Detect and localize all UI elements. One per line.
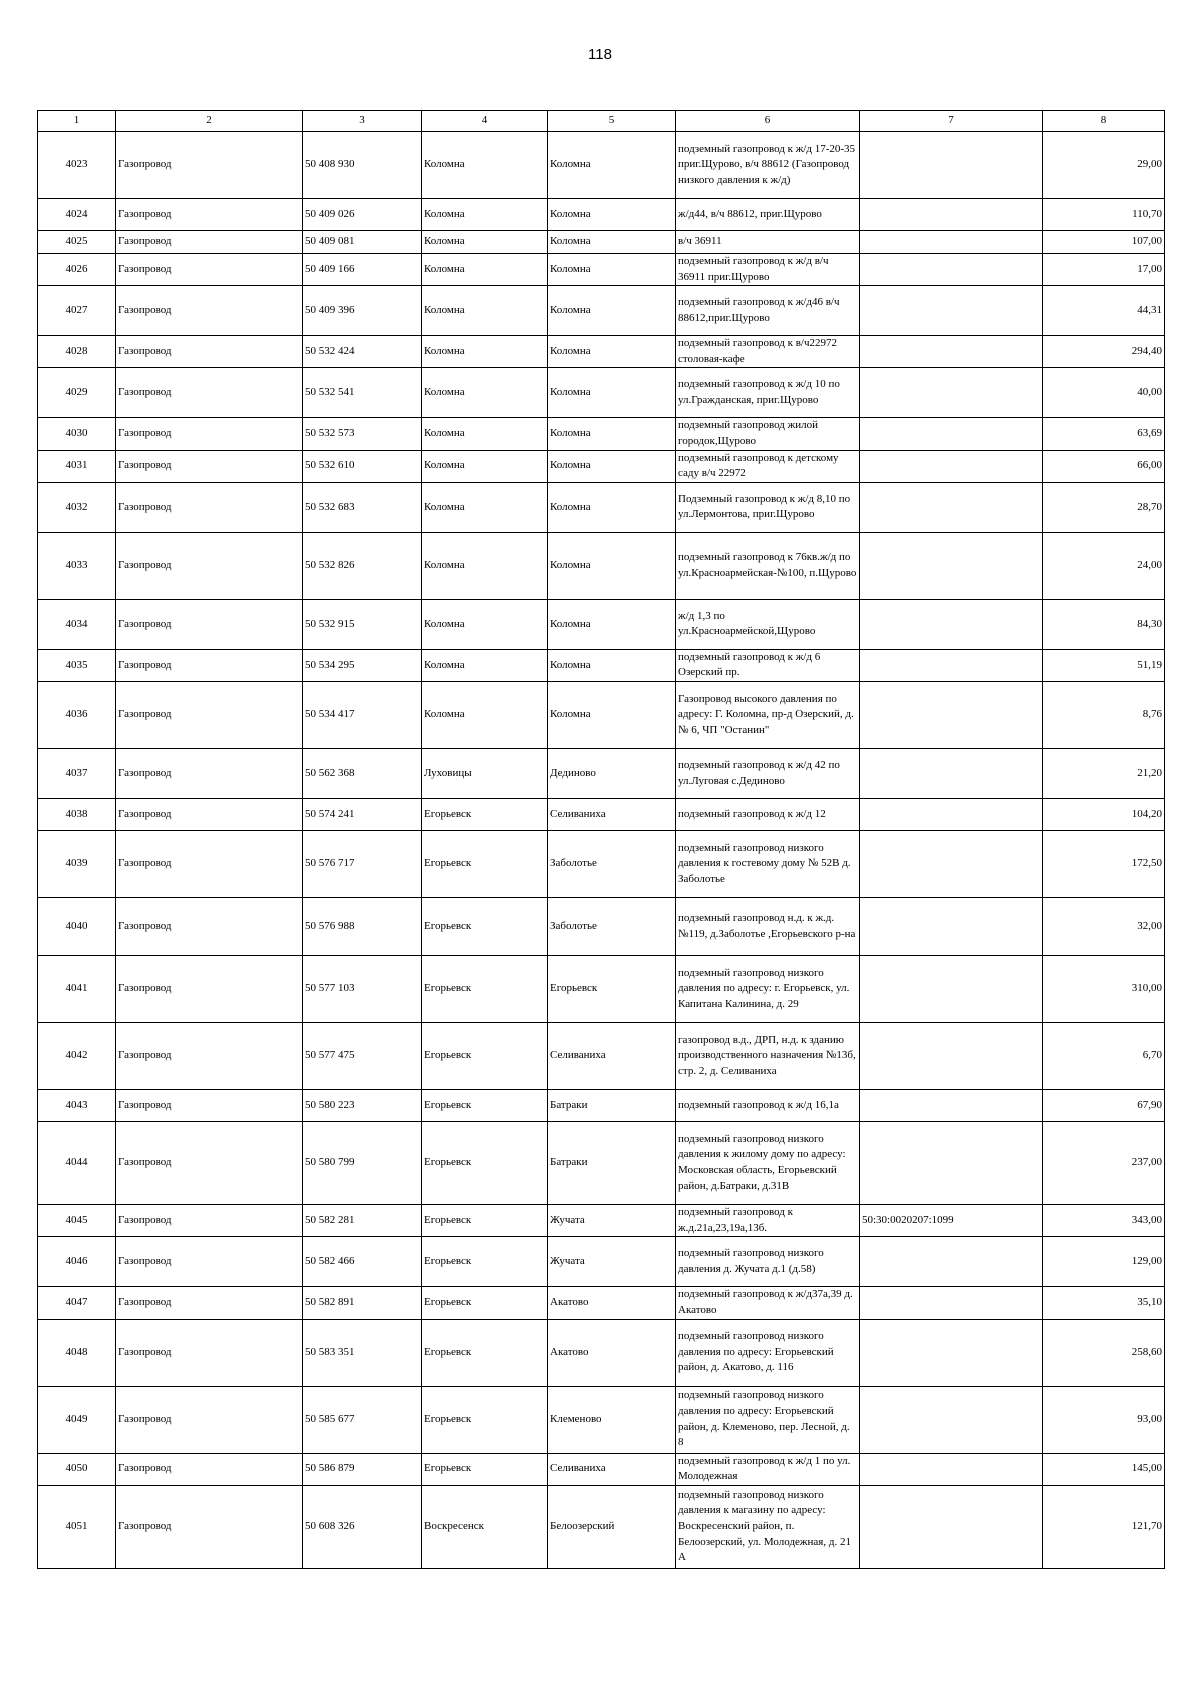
cadastral-number-cell bbox=[860, 1090, 1043, 1122]
locality-cell: Коломна bbox=[548, 418, 676, 450]
cadastral-number-cell bbox=[860, 1319, 1043, 1386]
district-cell: Коломна bbox=[422, 199, 548, 231]
row-number-cell: 4050 bbox=[38, 1453, 116, 1485]
page-number: 118 bbox=[588, 46, 612, 63]
district-cell: Егорьевск bbox=[422, 1205, 548, 1237]
table-row bbox=[38, 336, 1165, 368]
cadastral-number-cell bbox=[860, 532, 1043, 599]
district-cell: Егорьевск bbox=[422, 1090, 548, 1122]
table-row bbox=[38, 199, 1165, 231]
table-row bbox=[38, 649, 1165, 681]
length-value-cell: 104,20 bbox=[1043, 799, 1165, 831]
object-code-cell: 50 608 326 bbox=[303, 1485, 422, 1568]
object-code-cell: 50 582 891 bbox=[303, 1287, 422, 1319]
length-value-cell: 24,00 bbox=[1043, 532, 1165, 599]
locality-cell: Коломна bbox=[548, 231, 676, 254]
cadastral-number-cell bbox=[860, 1485, 1043, 1568]
cadastral-number-cell bbox=[860, 450, 1043, 482]
locality-cell: Акатово bbox=[548, 1287, 676, 1319]
object-type-cell: Газопровод bbox=[116, 1287, 303, 1319]
table-row bbox=[38, 450, 1165, 482]
length-value-cell: 294,40 bbox=[1043, 336, 1165, 368]
object-type-cell: Газопровод bbox=[116, 682, 303, 749]
district-cell: Егорьевск bbox=[422, 799, 548, 831]
column-header: 1 bbox=[38, 111, 116, 132]
length-value-cell: 17,00 bbox=[1043, 254, 1165, 286]
district-cell: Егорьевск bbox=[422, 898, 548, 956]
length-value-cell: 121,70 bbox=[1043, 1485, 1165, 1568]
column-header: 8 bbox=[1043, 111, 1165, 132]
table-row bbox=[38, 1090, 1165, 1122]
object-type-cell: Газопровод bbox=[116, 831, 303, 898]
row-number-cell: 4034 bbox=[38, 599, 116, 649]
length-value-cell: 32,00 bbox=[1043, 898, 1165, 956]
length-value-cell: 40,00 bbox=[1043, 368, 1165, 418]
row-number-cell: 4040 bbox=[38, 898, 116, 956]
column-header: 6 bbox=[676, 111, 860, 132]
object-type-cell: Газопровод bbox=[116, 254, 303, 286]
object-code-cell: 50 532 610 bbox=[303, 450, 422, 482]
district-cell: Егорьевск bbox=[422, 1237, 548, 1287]
description-cell: ж/д 1,3 по ул.Красноармейской,Щурово bbox=[676, 599, 860, 649]
description-cell: подземный газопровод к ж/д 16,1а bbox=[676, 1090, 860, 1122]
description-cell: подземный газопровод низкого давления по адресу: Егорьевский район, д. Акатово, д. 116 bbox=[676, 1319, 860, 1386]
cadastral-number-cell bbox=[860, 418, 1043, 450]
object-code-cell: 50 586 879 bbox=[303, 1453, 422, 1485]
district-cell: Коломна bbox=[422, 336, 548, 368]
object-type-cell: Газопровод bbox=[116, 1023, 303, 1090]
length-value-cell: 172,50 bbox=[1043, 831, 1165, 898]
locality-cell: Акатово bbox=[548, 1319, 676, 1386]
locality-cell: Коломна bbox=[548, 682, 676, 749]
row-number-cell: 4035 bbox=[38, 649, 116, 681]
description-cell: подземный газопровод к ж/д 17-20-35 приг.Щурово, в/ч 88612 (Газопровод низкого давления к ж/д) bbox=[676, 132, 860, 199]
locality-cell: Коломна bbox=[548, 599, 676, 649]
row-number-cell: 4031 bbox=[38, 450, 116, 482]
length-value-cell: 84,30 bbox=[1043, 599, 1165, 649]
locality-cell: Селиваниха bbox=[548, 799, 676, 831]
district-cell: Егорьевск bbox=[422, 1023, 548, 1090]
length-value-cell: 66,00 bbox=[1043, 450, 1165, 482]
cadastral-number-cell bbox=[860, 898, 1043, 956]
locality-cell: Дединово bbox=[548, 749, 676, 799]
cadastral-number-cell bbox=[860, 749, 1043, 799]
object-type-cell: Газопровод bbox=[116, 649, 303, 681]
row-number-cell: 4036 bbox=[38, 682, 116, 749]
length-value-cell: 21,20 bbox=[1043, 749, 1165, 799]
object-code-cell: 50 582 281 bbox=[303, 1205, 422, 1237]
locality-cell: Коломна bbox=[548, 482, 676, 532]
row-number-cell: 4049 bbox=[38, 1386, 116, 1453]
table-row bbox=[38, 1485, 1165, 1568]
description-cell: подземный газопровод к ж/д 10 по ул.Гражданская, приг.Щурово bbox=[676, 368, 860, 418]
table-row bbox=[38, 286, 1165, 336]
locality-cell: Селиваниха bbox=[548, 1453, 676, 1485]
row-number-cell: 4051 bbox=[38, 1485, 116, 1568]
row-number-cell: 4023 bbox=[38, 132, 116, 199]
table-row bbox=[38, 1287, 1165, 1319]
description-cell: подземный газопровод к ж/д 6 Озерский пр. bbox=[676, 649, 860, 681]
locality-cell: Коломна bbox=[548, 532, 676, 599]
object-code-cell: 50 585 677 bbox=[303, 1386, 422, 1453]
length-value-cell: 258,60 bbox=[1043, 1319, 1165, 1386]
table-row bbox=[38, 1122, 1165, 1205]
row-number-cell: 4041 bbox=[38, 956, 116, 1023]
object-code-cell: 50 534 417 bbox=[303, 682, 422, 749]
cadastral-number-cell bbox=[860, 599, 1043, 649]
table-row bbox=[38, 749, 1165, 799]
description-cell: подземный газопровод низкого давления по адресу: Егорьевский район, д. Клеменово, пер. Лесной, д. 8 bbox=[676, 1386, 860, 1453]
table-row bbox=[38, 132, 1165, 199]
object-type-cell: Газопровод bbox=[116, 336, 303, 368]
object-code-cell: 50 580 223 bbox=[303, 1090, 422, 1122]
object-type-cell: Газопровод bbox=[116, 368, 303, 418]
object-type-cell: Газопровод bbox=[116, 1205, 303, 1237]
object-type-cell: Газопровод bbox=[116, 450, 303, 482]
table-row bbox=[38, 831, 1165, 898]
object-code-cell: 50 532 573 bbox=[303, 418, 422, 450]
object-type-cell: Газопровод bbox=[116, 1237, 303, 1287]
object-code-cell: 50 576 988 bbox=[303, 898, 422, 956]
object-type-cell: Газопровод bbox=[116, 749, 303, 799]
table-row bbox=[38, 418, 1165, 450]
length-value-cell: 129,00 bbox=[1043, 1237, 1165, 1287]
district-cell: Коломна bbox=[422, 649, 548, 681]
cadastral-number-cell bbox=[860, 956, 1043, 1023]
object-code-cell: 50 409 166 bbox=[303, 254, 422, 286]
description-cell: подземный газопровод низкого давления д. Жучата д.1 (д.58) bbox=[676, 1237, 860, 1287]
cadastral-number-cell bbox=[860, 254, 1043, 286]
locality-cell: Жучата bbox=[548, 1237, 676, 1287]
column-header: 4 bbox=[422, 111, 548, 132]
cadastral-number-cell bbox=[860, 231, 1043, 254]
object-type-cell: Газопровод bbox=[116, 231, 303, 254]
object-type-cell: Газопровод bbox=[116, 482, 303, 532]
locality-cell: Белоозерский bbox=[548, 1485, 676, 1568]
description-cell: подземный газопровод н.д. к ж.д. №119, д.Заболотье ,Егорьевского р-на bbox=[676, 898, 860, 956]
row-number-cell: 4047 bbox=[38, 1287, 116, 1319]
locality-cell: Коломна bbox=[548, 199, 676, 231]
column-header: 5 bbox=[548, 111, 676, 132]
description-cell: Газопровод высокого давления по адресу: Г. Коломна, пр-д Озерский, д. № 6, ЧП "Останин" bbox=[676, 682, 860, 749]
row-number-cell: 4044 bbox=[38, 1122, 116, 1205]
district-cell: Коломна bbox=[422, 532, 548, 599]
object-code-cell: 50 532 541 bbox=[303, 368, 422, 418]
object-code-cell: 50 532 683 bbox=[303, 482, 422, 532]
row-number-cell: 4030 bbox=[38, 418, 116, 450]
description-cell: Подземный газопровод к ж/д 8,10 по ул.Лермонтова, приг.Щурово bbox=[676, 482, 860, 532]
cadastral-number-cell bbox=[860, 1287, 1043, 1319]
table-row bbox=[38, 532, 1165, 599]
cadastral-number-cell bbox=[860, 199, 1043, 231]
district-cell: Коломна bbox=[422, 132, 548, 199]
locality-cell: Егорьевск bbox=[548, 956, 676, 1023]
object-type-cell: Газопровод bbox=[116, 898, 303, 956]
table-row bbox=[38, 1237, 1165, 1287]
object-code-cell: 50 532 915 bbox=[303, 599, 422, 649]
length-value-cell: 237,00 bbox=[1043, 1122, 1165, 1205]
object-code-cell: 50 532 826 bbox=[303, 532, 422, 599]
length-value-cell: 8,76 bbox=[1043, 682, 1165, 749]
description-cell: подземный газопровод низкого давления к жилому дому по адресу: Московская область, Егорьевский район, д.Батраки, д.31В bbox=[676, 1122, 860, 1205]
length-value-cell: 93,00 bbox=[1043, 1386, 1165, 1453]
length-value-cell: 51,19 bbox=[1043, 649, 1165, 681]
object-code-cell: 50 409 081 bbox=[303, 231, 422, 254]
description-cell: подземный газопровод к ж/д 42 по ул.Луговая с.Дединово bbox=[676, 749, 860, 799]
description-cell: подземный газопровод к 76кв.ж/д по ул.Красноармейская-№100, п.Щурово bbox=[676, 532, 860, 599]
locality-cell: Коломна bbox=[548, 649, 676, 681]
locality-cell: Батраки bbox=[548, 1090, 676, 1122]
column-number-row bbox=[38, 111, 1165, 132]
column-header: 7 bbox=[860, 111, 1043, 132]
object-code-cell: 50 577 103 bbox=[303, 956, 422, 1023]
cadastral-number-cell bbox=[860, 1122, 1043, 1205]
table-row bbox=[38, 231, 1165, 254]
row-number-cell: 4043 bbox=[38, 1090, 116, 1122]
description-cell: подземный газопровод к ж/д в/ч 36911 приг.Щурово bbox=[676, 254, 860, 286]
row-number-cell: 4046 bbox=[38, 1237, 116, 1287]
district-cell: Коломна bbox=[422, 599, 548, 649]
length-value-cell: 6,70 bbox=[1043, 1023, 1165, 1090]
row-number-cell: 4045 bbox=[38, 1205, 116, 1237]
description-cell: подземный газопровод к в/ч22972 столовая-кафе bbox=[676, 336, 860, 368]
district-cell: Коломна bbox=[422, 418, 548, 450]
table-row bbox=[38, 1453, 1165, 1485]
row-number-cell: 4033 bbox=[38, 532, 116, 599]
object-type-cell: Газопровод bbox=[116, 1319, 303, 1386]
table-row bbox=[38, 682, 1165, 749]
cadastral-number-cell bbox=[860, 1386, 1043, 1453]
object-type-cell: Газопровод bbox=[116, 956, 303, 1023]
table-row bbox=[38, 956, 1165, 1023]
table-body bbox=[38, 132, 1165, 1569]
locality-cell: Коломна bbox=[548, 368, 676, 418]
length-value-cell: 44,31 bbox=[1043, 286, 1165, 336]
table-row bbox=[38, 1205, 1165, 1237]
description-cell: подземный газопровод к ж/д 12 bbox=[676, 799, 860, 831]
table-row bbox=[38, 368, 1165, 418]
district-cell: Егорьевск bbox=[422, 1319, 548, 1386]
district-cell: Егорьевск bbox=[422, 831, 548, 898]
length-value-cell: 63,69 bbox=[1043, 418, 1165, 450]
row-number-cell: 4029 bbox=[38, 368, 116, 418]
length-value-cell: 35,10 bbox=[1043, 1287, 1165, 1319]
cadastral-number-cell bbox=[860, 368, 1043, 418]
row-number-cell: 4037 bbox=[38, 749, 116, 799]
locality-cell: Коломна bbox=[548, 132, 676, 199]
object-type-cell: Газопровод bbox=[116, 418, 303, 450]
length-value-cell: 145,00 bbox=[1043, 1453, 1165, 1485]
length-value-cell: 343,00 bbox=[1043, 1205, 1165, 1237]
locality-cell: Коломна bbox=[548, 254, 676, 286]
cadastral-number-cell bbox=[860, 132, 1043, 199]
length-value-cell: 29,00 bbox=[1043, 132, 1165, 199]
row-number-cell: 4032 bbox=[38, 482, 116, 532]
object-code-cell: 50 576 717 bbox=[303, 831, 422, 898]
district-cell: Егорьевск bbox=[422, 956, 548, 1023]
column-header: 3 bbox=[303, 111, 422, 132]
object-type-cell: Газопровод bbox=[116, 199, 303, 231]
description-cell: подземный газопровод к детскому саду в/ч 22972 bbox=[676, 450, 860, 482]
description-cell: подземный газопровод к ж/д37а,39 д. Акатово bbox=[676, 1287, 860, 1319]
object-code-cell: 50 582 466 bbox=[303, 1237, 422, 1287]
object-code-cell: 50 583 351 bbox=[303, 1319, 422, 1386]
table-row bbox=[38, 1023, 1165, 1090]
length-value-cell: 310,00 bbox=[1043, 956, 1165, 1023]
table-row bbox=[38, 1319, 1165, 1386]
locality-cell: Заболотье bbox=[548, 898, 676, 956]
object-code-cell: 50 409 396 bbox=[303, 286, 422, 336]
district-cell: Егорьевск bbox=[422, 1122, 548, 1205]
description-cell: подземный газопровод низкого давления по адресу: г. Егорьевск, ул. Капитана Калинина, д. 29 bbox=[676, 956, 860, 1023]
cadastral-number-cell bbox=[860, 1453, 1043, 1485]
row-number-cell: 4042 bbox=[38, 1023, 116, 1090]
district-cell: Коломна bbox=[422, 231, 548, 254]
district-cell: Коломна bbox=[422, 286, 548, 336]
object-code-cell: 50 534 295 bbox=[303, 649, 422, 681]
district-cell: Воскресенск bbox=[422, 1485, 548, 1568]
district-cell: Коломна bbox=[422, 482, 548, 532]
row-number-cell: 4039 bbox=[38, 831, 116, 898]
table-row bbox=[38, 1386, 1165, 1453]
district-cell: Коломна bbox=[422, 254, 548, 286]
object-type-cell: Газопровод bbox=[116, 1386, 303, 1453]
object-type-cell: Газопровод bbox=[116, 1090, 303, 1122]
locality-cell: Клеменово bbox=[548, 1386, 676, 1453]
row-number-cell: 4024 bbox=[38, 199, 116, 231]
district-cell: Коломна bbox=[422, 682, 548, 749]
description-cell: подземный газопровод к ж/д 1 по ул. Молодежная bbox=[676, 1453, 860, 1485]
length-value-cell: 67,90 bbox=[1043, 1090, 1165, 1122]
table-row bbox=[38, 599, 1165, 649]
object-type-cell: Газопровод bbox=[116, 286, 303, 336]
object-type-cell: Газопровод bbox=[116, 599, 303, 649]
row-number-cell: 4026 bbox=[38, 254, 116, 286]
table-row bbox=[38, 799, 1165, 831]
description-cell: газопровод в.д., ДРП, н.д. к зданию производственного назначения №13б, стр. 2, д. Селиваниха bbox=[676, 1023, 860, 1090]
length-value-cell: 107,00 bbox=[1043, 231, 1165, 254]
table-row bbox=[38, 254, 1165, 286]
object-code-cell: 50 577 475 bbox=[303, 1023, 422, 1090]
object-code-cell: 50 409 026 bbox=[303, 199, 422, 231]
cadastral-number-cell bbox=[860, 831, 1043, 898]
row-number-cell: 4048 bbox=[38, 1319, 116, 1386]
object-code-cell: 50 562 368 bbox=[303, 749, 422, 799]
object-type-cell: Газопровод bbox=[116, 1453, 303, 1485]
locality-cell: Жучата bbox=[548, 1205, 676, 1237]
object-type-cell: Газопровод bbox=[116, 1122, 303, 1205]
locality-cell: Заболотье bbox=[548, 831, 676, 898]
description-cell: подземный газопровод низкого давления к магазину по адресу: Воскресенский район, п. Белоозерский, ул. Молодежная, д. 21 А bbox=[676, 1485, 860, 1568]
registry-table bbox=[37, 110, 1165, 1569]
locality-cell: Коломна bbox=[548, 450, 676, 482]
description-cell: подземный газопровод к ж.д.21а,23,19а,13б. bbox=[676, 1205, 860, 1237]
object-type-cell: Газопровод bbox=[116, 532, 303, 599]
table-row bbox=[38, 898, 1165, 956]
object-code-cell: 50 532 424 bbox=[303, 336, 422, 368]
row-number-cell: 4038 bbox=[38, 799, 116, 831]
description-cell: подземный газопровод к ж/д46 в/ч 88612,приг.Щурово bbox=[676, 286, 860, 336]
cadastral-number-cell bbox=[860, 682, 1043, 749]
district-cell: Егорьевск bbox=[422, 1386, 548, 1453]
object-type-cell: Газопровод bbox=[116, 799, 303, 831]
description-cell: ж/д44, в/ч 88612, приг.Щурово bbox=[676, 199, 860, 231]
district-cell: Егорьевск bbox=[422, 1287, 548, 1319]
length-value-cell: 28,70 bbox=[1043, 482, 1165, 532]
cadastral-number-cell bbox=[860, 1237, 1043, 1287]
cadastral-number-cell bbox=[860, 1023, 1043, 1090]
locality-cell: Коломна bbox=[548, 336, 676, 368]
cadastral-number-cell: 50:30:0020207:1099 bbox=[860, 1205, 1043, 1237]
district-cell: Луховицы bbox=[422, 749, 548, 799]
object-type-cell: Газопровод bbox=[116, 132, 303, 199]
description-cell: подземный газопровод низкого давления к гостевому дому № 52В д. Заболотье bbox=[676, 831, 860, 898]
district-cell: Коломна bbox=[422, 368, 548, 418]
object-code-cell: 50 580 799 bbox=[303, 1122, 422, 1205]
locality-cell: Батраки bbox=[548, 1122, 676, 1205]
row-number-cell: 4028 bbox=[38, 336, 116, 368]
description-cell: в/ч 36911 bbox=[676, 231, 860, 254]
cadastral-number-cell bbox=[860, 482, 1043, 532]
row-number-cell: 4025 bbox=[38, 231, 116, 254]
cadastral-number-cell bbox=[860, 336, 1043, 368]
row-number-cell: 4027 bbox=[38, 286, 116, 336]
object-code-cell: 50 574 241 bbox=[303, 799, 422, 831]
cadastral-number-cell bbox=[860, 799, 1043, 831]
object-type-cell: Газопровод bbox=[116, 1485, 303, 1568]
district-cell: Егорьевск bbox=[422, 1453, 548, 1485]
cadastral-number-cell bbox=[860, 649, 1043, 681]
district-cell: Коломна bbox=[422, 450, 548, 482]
locality-cell: Селиваниха bbox=[548, 1023, 676, 1090]
column-header: 2 bbox=[116, 111, 303, 132]
cadastral-number-cell bbox=[860, 286, 1043, 336]
locality-cell: Коломна bbox=[548, 286, 676, 336]
description-cell: подземный газопровод жилой городок,Щурово bbox=[676, 418, 860, 450]
table-row bbox=[38, 482, 1165, 532]
object-code-cell: 50 408 930 bbox=[303, 132, 422, 199]
length-value-cell: 110,70 bbox=[1043, 199, 1165, 231]
